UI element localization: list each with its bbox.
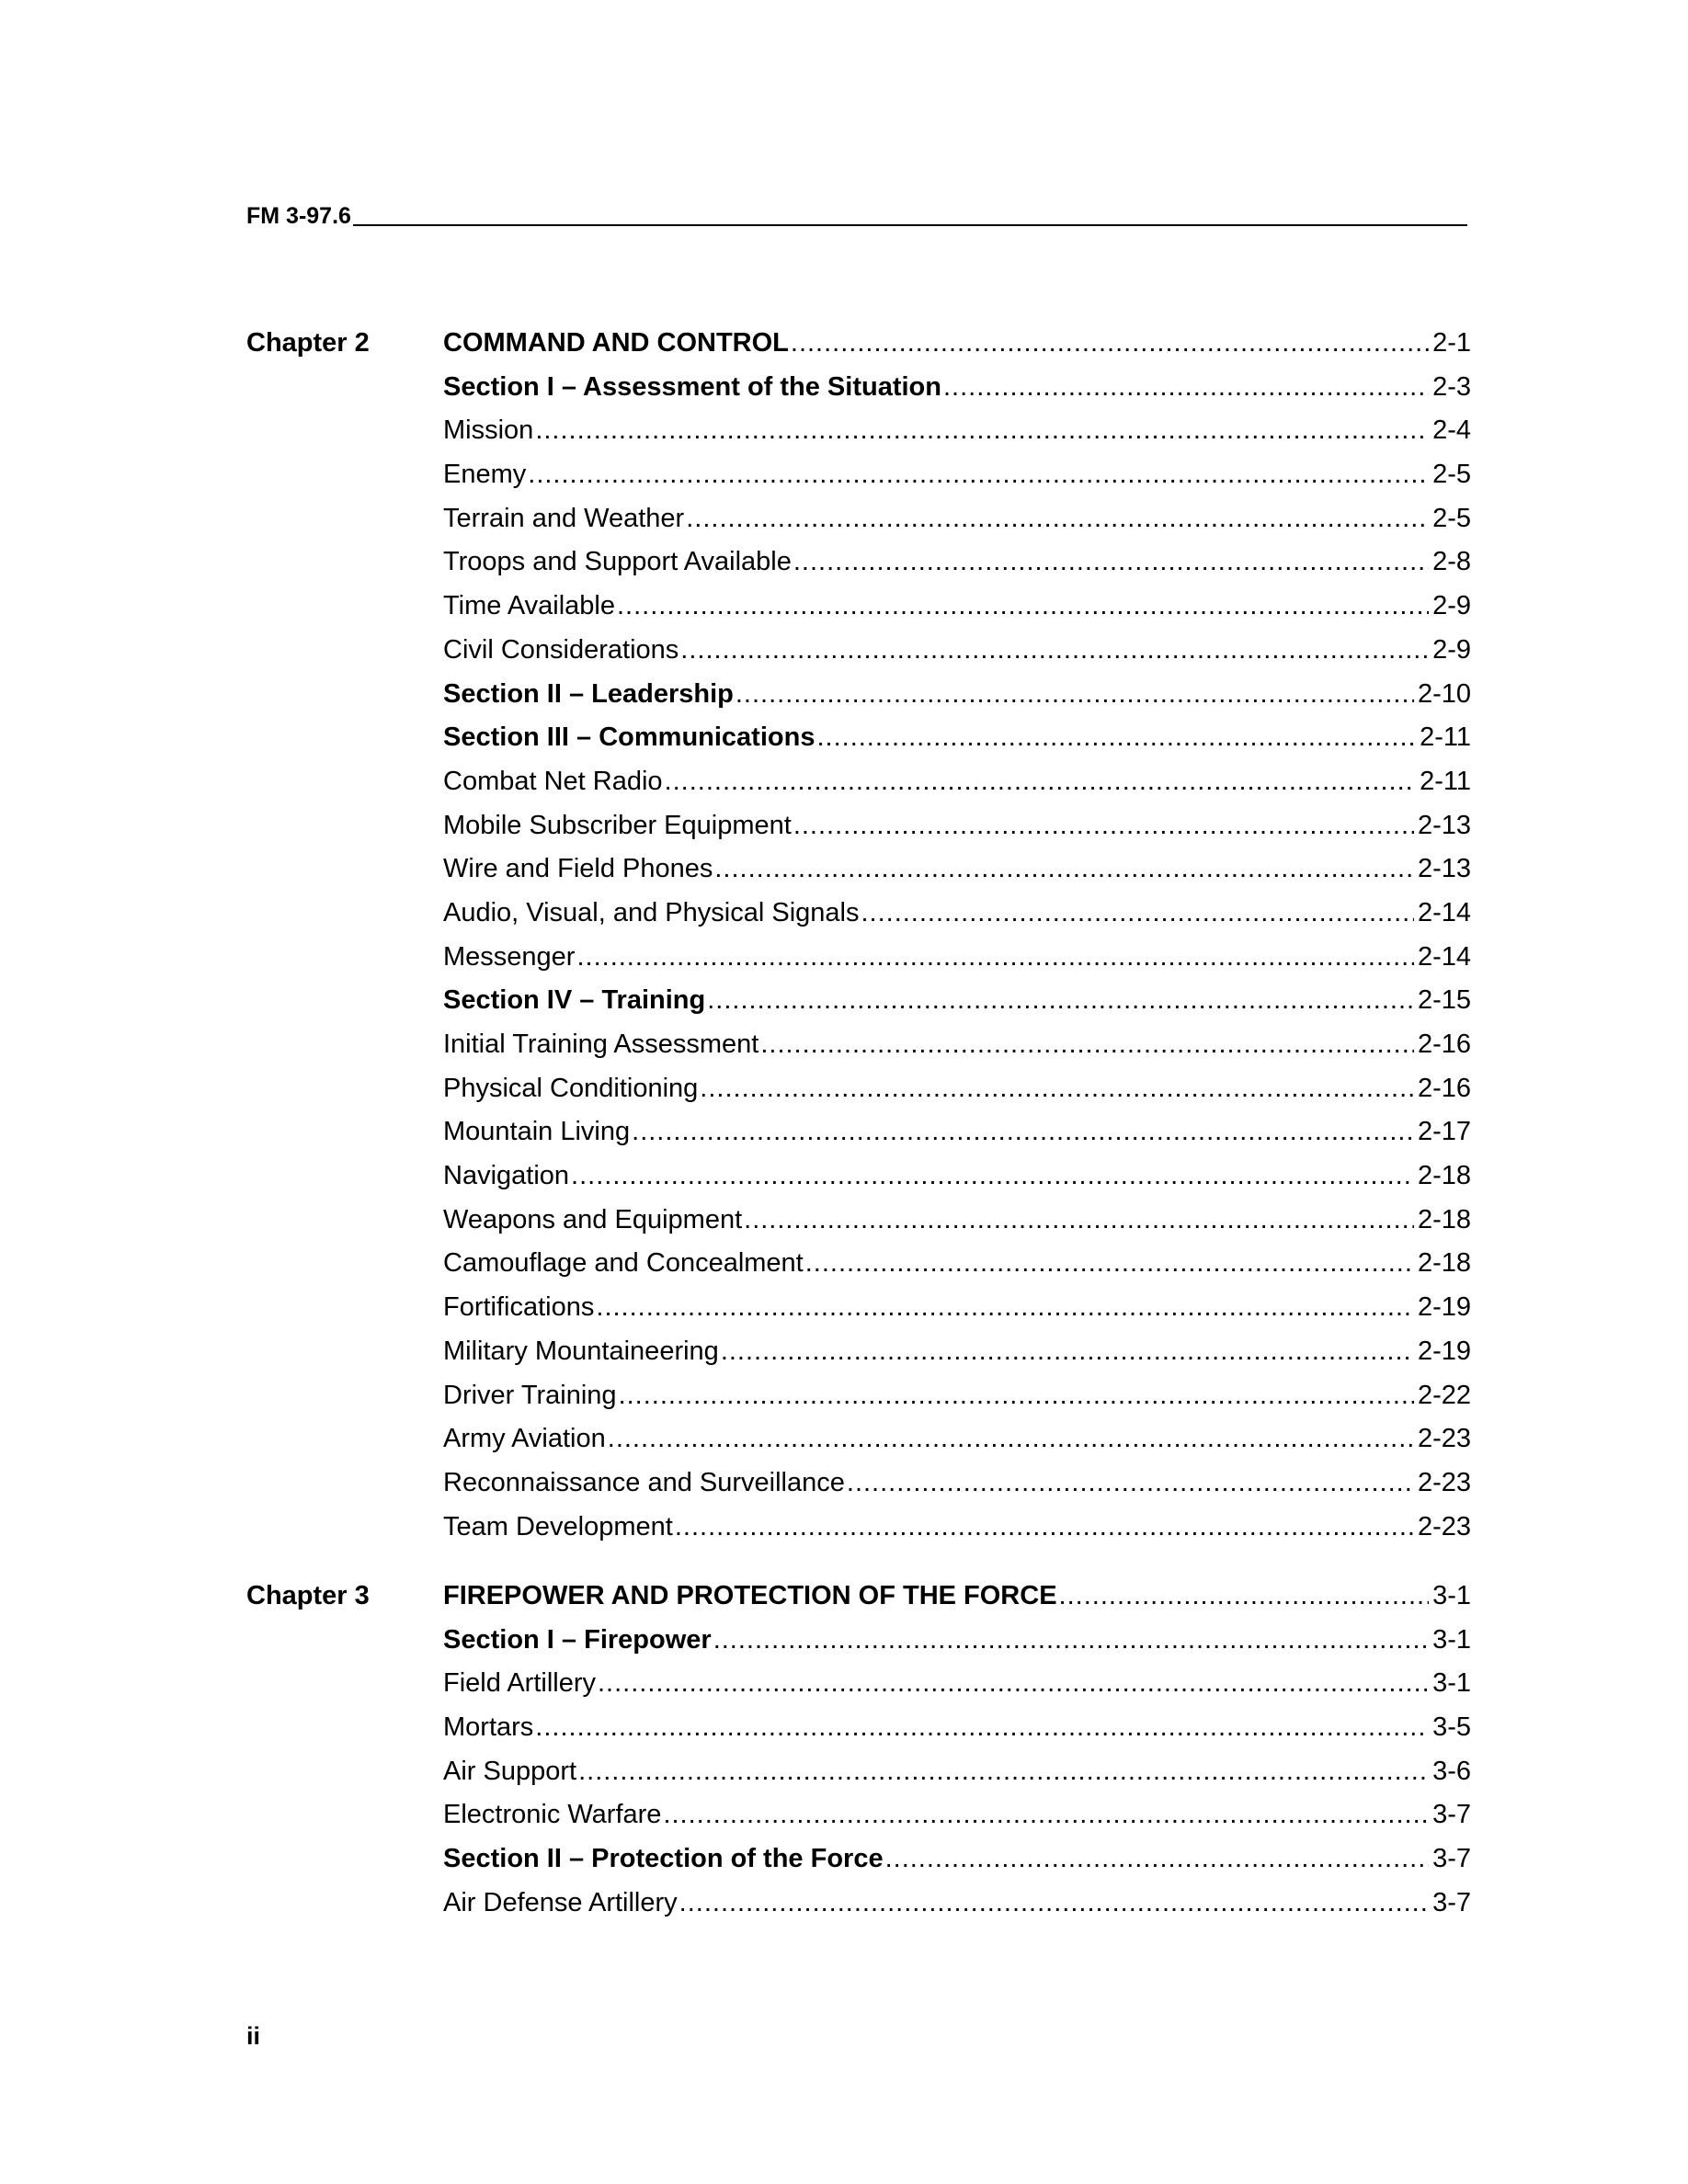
toc-entry-title: Combat Net Radio xyxy=(443,766,663,796)
dot-leader xyxy=(665,759,1417,803)
toc-entry xyxy=(443,365,1471,409)
toc-entry xyxy=(443,891,1471,935)
toc-entry-page: 3-1 xyxy=(1432,1624,1471,1655)
dot-leader xyxy=(608,1416,1414,1461)
dot-leader xyxy=(713,1618,1429,1662)
toc-entry-page: 2-11 xyxy=(1420,722,1471,753)
toc-entry-title: Physical Conditioning xyxy=(443,1073,699,1103)
dot-leader xyxy=(805,1241,1414,1285)
dot-leader xyxy=(680,628,1429,672)
toc-entry-title: Mortars xyxy=(443,1712,534,1743)
dot-leader xyxy=(617,584,1429,628)
dot-leader xyxy=(571,1154,1414,1198)
toc-entry xyxy=(443,672,1471,716)
header-rule xyxy=(353,224,1467,226)
chapter-label: Chapter 3 xyxy=(246,1581,370,1610)
dot-leader xyxy=(1059,1574,1430,1618)
toc-entry xyxy=(443,1109,1471,1154)
dot-leader xyxy=(632,1109,1414,1154)
toc-entry xyxy=(443,321,1471,365)
toc-entry-page: 2-18 xyxy=(1417,1204,1471,1234)
dot-leader xyxy=(707,978,1414,1022)
toc-entry xyxy=(443,935,1471,979)
toc-entry-page: 2-13 xyxy=(1417,810,1471,840)
toc-entry-title: Time Available xyxy=(443,591,615,621)
toc-entry-title: Weapons and Equipment xyxy=(443,1204,743,1234)
toc-entry-title: FIREPOWER AND PROTECTION OF THE FORCE xyxy=(443,1581,1057,1610)
toc-chapter-3 xyxy=(246,1574,1471,1925)
dot-leader xyxy=(721,1329,1414,1373)
toc-entry-title: COMMAND AND CONTROL xyxy=(443,328,789,358)
dot-leader xyxy=(535,1705,1429,1749)
toc-entry-page: 2-8 xyxy=(1432,547,1471,577)
toc-entry-title: Army Aviation xyxy=(443,1424,606,1454)
toc-entry xyxy=(443,1505,1471,1549)
toc-entry-page: 2-14 xyxy=(1417,941,1471,972)
toc-entry-title: Section I – Assessment of the Situation xyxy=(443,371,941,402)
toc-chapter-2 xyxy=(246,321,1471,1548)
toc-entry-title: Team Development xyxy=(443,1511,673,1541)
toc-entry xyxy=(443,1285,1471,1329)
toc-entry xyxy=(443,715,1471,759)
dot-leader xyxy=(619,1373,1414,1417)
toc-entry xyxy=(443,1461,1471,1505)
toc-entry-page: 3-5 xyxy=(1432,1712,1471,1743)
toc-entry-title: Reconnaissance and Surveillance xyxy=(443,1467,845,1497)
dot-leader xyxy=(791,321,1429,365)
dot-leader xyxy=(596,1285,1414,1329)
toc-entry xyxy=(443,1618,1471,1662)
dot-leader xyxy=(816,715,1416,759)
toc-entry xyxy=(443,1705,1471,1749)
toc-entry-page: 3-1 xyxy=(1432,1581,1471,1610)
dot-leader xyxy=(663,1792,1429,1837)
toc-entry-title: Wire and Field Phones xyxy=(443,854,713,884)
toc-entry-page: 2-15 xyxy=(1417,985,1471,1016)
toc-entry-page: 2-23 xyxy=(1417,1424,1471,1454)
toc-entry-page: 2-1 xyxy=(1432,328,1471,358)
chapter-block xyxy=(246,321,1471,1548)
toc-entry-page: 3-7 xyxy=(1432,1844,1471,1874)
toc-entry xyxy=(443,847,1471,891)
toc-entry-page: 2-16 xyxy=(1417,1029,1471,1059)
toc-entry-title: Navigation xyxy=(443,1161,570,1191)
dot-leader xyxy=(744,1198,1414,1242)
dot-leader xyxy=(675,1505,1414,1549)
toc-entry-page: 2-14 xyxy=(1417,897,1471,927)
toc-entry xyxy=(443,759,1471,803)
running-header xyxy=(246,200,1467,228)
dot-leader xyxy=(535,408,1429,452)
toc-entry-title: Messenger xyxy=(443,941,576,972)
toc-entry-page: 2-16 xyxy=(1417,1073,1471,1103)
toc-entry-page: 2-9 xyxy=(1432,634,1471,665)
toc-entry-title: Civil Considerations xyxy=(443,634,679,665)
dot-leader xyxy=(700,1066,1414,1110)
toc-entry-page: 2-18 xyxy=(1417,1248,1471,1279)
toc-entry xyxy=(443,540,1471,584)
toc-entry-page: 2-3 xyxy=(1432,371,1471,402)
toc-entry xyxy=(443,978,1471,1022)
dot-leader xyxy=(598,1661,1429,1705)
toc-entry xyxy=(443,1837,1471,1881)
dot-leader xyxy=(760,1022,1414,1066)
toc-entry xyxy=(443,584,1471,628)
toc-entry-page: 2-23 xyxy=(1417,1467,1471,1497)
toc-entry xyxy=(443,1373,1471,1417)
toc-entry-title: Terrain and Weather xyxy=(443,503,685,533)
toc-entry xyxy=(443,1881,1471,1925)
toc-entry-page: 3-1 xyxy=(1432,1668,1471,1699)
chapter-label: Chapter 2 xyxy=(246,328,370,358)
toc-entry-page: 2-19 xyxy=(1417,1336,1471,1366)
toc-entry-page: 2-5 xyxy=(1432,503,1471,533)
toc-entry xyxy=(443,1749,1471,1793)
toc-entry-title: Initial Training Assessment xyxy=(443,1029,759,1059)
toc-entry xyxy=(443,1066,1471,1110)
dot-leader xyxy=(943,365,1429,409)
dot-leader xyxy=(686,496,1429,540)
toc-entry-title: Section I – Firepower xyxy=(443,1624,712,1655)
toc-entry xyxy=(443,1198,1471,1242)
dot-leader xyxy=(578,1749,1429,1793)
dot-leader xyxy=(793,540,1429,584)
dot-leader xyxy=(714,847,1414,891)
toc-entry xyxy=(443,1574,1471,1618)
toc-entry-title: Fortifications xyxy=(443,1292,595,1323)
toc-entry xyxy=(443,452,1471,496)
chapter-block xyxy=(246,1574,1471,1925)
toc-entry-title: Mobile Subscriber Equipment xyxy=(443,810,792,840)
toc-entry-page: 3-7 xyxy=(1432,1800,1471,1830)
toc-entry-page: 2-4 xyxy=(1432,415,1471,446)
toc-entry xyxy=(443,1792,1471,1837)
toc-entries xyxy=(443,1574,1471,1925)
toc-entry xyxy=(443,628,1471,672)
toc-entry-page: 3-7 xyxy=(1432,1887,1471,1917)
page-number: ii xyxy=(246,2022,261,2050)
toc-entry-title: Section II – Protection of the Force xyxy=(443,1844,884,1874)
toc-entry xyxy=(443,1416,1471,1461)
toc-entry-title: Section II – Leadership xyxy=(443,678,734,709)
toc-entry xyxy=(443,1329,1471,1373)
toc-entry-title: Driver Training xyxy=(443,1380,617,1410)
toc-entry-title: Section III – Communications xyxy=(443,722,815,753)
toc-entry-page: 2-18 xyxy=(1417,1161,1471,1191)
dot-leader xyxy=(793,803,1414,847)
toc-entry xyxy=(443,408,1471,452)
toc-entry-title: Enemy xyxy=(443,460,527,490)
dot-leader xyxy=(885,1837,1430,1881)
toc-entry xyxy=(443,1241,1471,1285)
toc-entry xyxy=(443,496,1471,540)
toc-entry xyxy=(443,803,1471,847)
toc-entry xyxy=(443,1661,1471,1705)
toc-entry-page: 2-19 xyxy=(1417,1292,1471,1323)
toc-entry-page: 2-13 xyxy=(1417,854,1471,884)
toc-entry-title: Troops and Support Available xyxy=(443,547,792,577)
toc-entry-title: Military Mountaineering xyxy=(443,1336,719,1366)
toc-entry-title: Mountain Living xyxy=(443,1117,631,1147)
toc-entry-page: 2-10 xyxy=(1417,678,1471,709)
toc-entry-page: 2-5 xyxy=(1432,460,1471,490)
toc-entry-page: 2-23 xyxy=(1417,1511,1471,1541)
toc-entry-title: Air Support xyxy=(443,1756,577,1786)
dot-leader xyxy=(736,672,1414,716)
dot-leader xyxy=(576,935,1413,979)
toc-entry xyxy=(443,1154,1471,1198)
document-number: FM 3-97.6 xyxy=(246,203,351,229)
toc-entry-title: Electronic Warfare xyxy=(443,1800,662,1830)
toc-entry-page: 2-22 xyxy=(1417,1380,1471,1410)
dot-leader xyxy=(679,1881,1429,1925)
toc-entry xyxy=(443,1022,1471,1066)
dot-leader xyxy=(528,452,1429,496)
toc-entry-title: Field Artillery xyxy=(443,1668,596,1699)
toc-entry-page: 3-6 xyxy=(1432,1756,1471,1786)
toc-entry-page: 2-11 xyxy=(1420,766,1471,796)
toc-entry-title: Mission xyxy=(443,415,534,446)
toc-entry-title: Camouflage and Concealment xyxy=(443,1248,804,1279)
toc-entry-title: Audio, Visual, and Physical Signals xyxy=(443,897,860,927)
toc-entry-title: Section IV – Training xyxy=(443,985,706,1016)
dot-leader xyxy=(847,1461,1414,1505)
toc-entries xyxy=(443,321,1471,1548)
dot-leader xyxy=(861,891,1413,935)
toc-entry-page: 2-9 xyxy=(1432,591,1471,621)
toc-entry-page: 2-17 xyxy=(1417,1117,1471,1147)
toc-entry-title: Air Defense Artillery xyxy=(443,1887,678,1917)
